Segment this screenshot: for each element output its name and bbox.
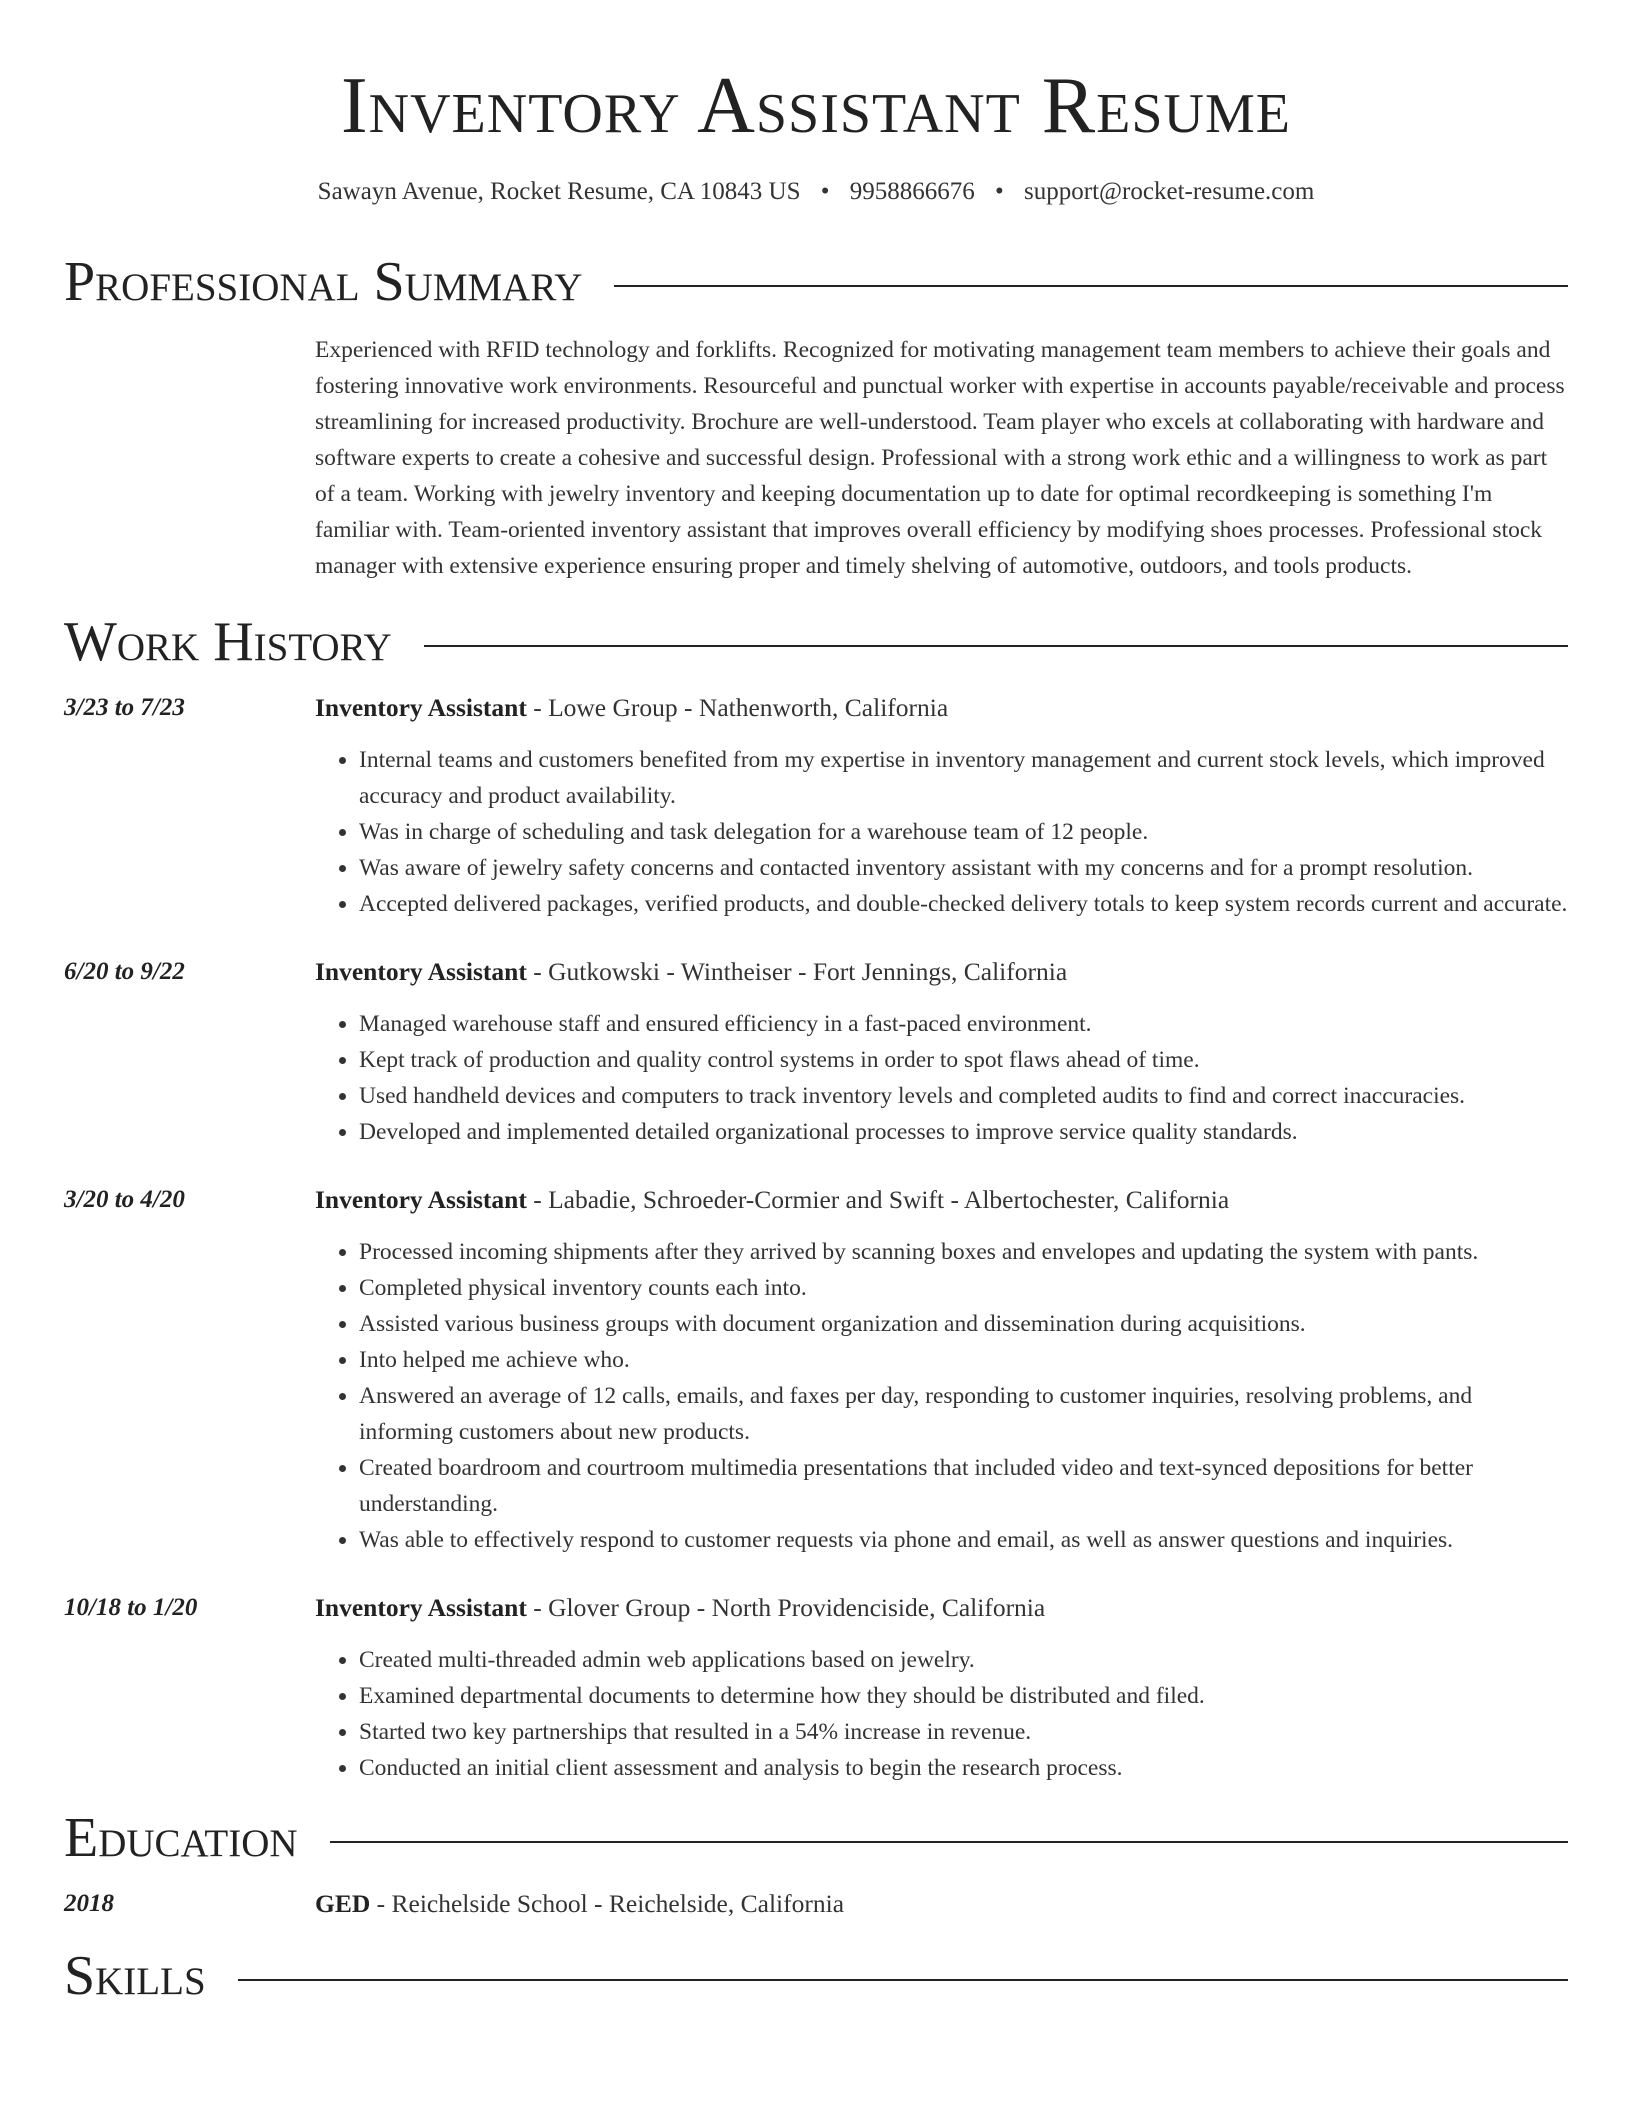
job-title: Inventory Assistant bbox=[315, 1593, 527, 1622]
summary-heading: Professional Summary bbox=[64, 251, 583, 313]
job-bullet: • Was aware of jewelry safety concerns and contacted inventory assistant with my concerns and for a prompt resolution. bbox=[359, 850, 1568, 886]
education-details: - Reichelside School - Reichelside, California bbox=[370, 1889, 845, 1918]
email: support@rocket-resume.com bbox=[1024, 178, 1315, 205]
job-heading bbox=[315, 952, 1568, 992]
job-bullet: • Was in charge of scheduling and task delegation for a warehouse team of 12 people. bbox=[359, 814, 1568, 850]
job-entry bbox=[64, 1588, 1568, 1786]
job-heading bbox=[315, 1588, 1568, 1628]
job-bullets bbox=[315, 1006, 1568, 1150]
job-details: - Labadie, Schroeder-Cormier and Swift - Albertochester, California bbox=[526, 1185, 1230, 1214]
job-bullet: • Processed incoming shipments after they arrived by scanning boxes and envelopes and updating the system with pants. bbox=[359, 1234, 1568, 1270]
job-bullets bbox=[315, 1234, 1568, 1558]
job-bullet: • Conducted an initial client assessment and analysis to begin the research process. bbox=[359, 1750, 1568, 1786]
job-bullets bbox=[315, 1642, 1568, 1786]
job-dates: 3/20 to 4/20 bbox=[64, 1186, 185, 1213]
education-heading-line bbox=[315, 1884, 1568, 1924]
job-dates: 3/23 to 7/23 bbox=[64, 694, 185, 721]
separator: • bbox=[995, 178, 1004, 205]
job-body bbox=[315, 1180, 1568, 1558]
job-bullet: • Kept track of production and quality control systems in order to spot flaws ahead of time. bbox=[359, 1042, 1568, 1078]
summary-heading-row bbox=[64, 250, 1568, 314]
job-body bbox=[315, 952, 1568, 1150]
job-details: - Lowe Group - Nathenworth, California bbox=[526, 693, 949, 722]
job-bullets bbox=[315, 742, 1568, 922]
job-bullet: • Managed warehouse staff and ensured efficiency in a fast-paced environment. bbox=[359, 1006, 1568, 1042]
job-details: - Glover Group - North Providenciside, California bbox=[526, 1593, 1046, 1622]
job-bullet: • Developed and implemented detailed organizational processes to improve service quality standards. bbox=[359, 1114, 1568, 1150]
job-bullet: • Started two key partnerships that resulted in a 54% increase in revenue. bbox=[359, 1714, 1568, 1750]
education-entry bbox=[64, 1884, 1568, 1924]
section-rule bbox=[614, 285, 1568, 287]
work-heading-row bbox=[64, 610, 1568, 674]
section-rule bbox=[424, 645, 1568, 647]
job-heading bbox=[315, 1180, 1568, 1220]
section-rule bbox=[330, 1841, 1568, 1843]
job-dates: 10/18 to 1/20 bbox=[64, 1594, 198, 1621]
job-bullet: • Assisted various business groups with document organization and dissemination during acquisitions. bbox=[359, 1306, 1568, 1342]
phone: 9958866676 bbox=[849, 178, 975, 205]
skills-heading-row bbox=[64, 1944, 1568, 2008]
job-dates: 6/20 to 9/22 bbox=[64, 958, 185, 985]
job-entry bbox=[64, 952, 1568, 1150]
job-title: Inventory Assistant bbox=[315, 693, 527, 722]
work-heading: Work History bbox=[64, 611, 392, 673]
job-bullet: • Examined departmental documents to determine how they should be distributed and filed. bbox=[359, 1678, 1568, 1714]
education-body bbox=[315, 1884, 1568, 1924]
job-bullet: • Into helped me achieve who. bbox=[359, 1342, 1568, 1378]
address: Sawayn Avenue, Rocket Resume, CA 10843 US bbox=[317, 178, 801, 205]
separator: • bbox=[820, 178, 830, 205]
job-bullet: • Answered an average of 12 calls, emails, and faxes per day, responding to customer inquiries, resolving problems, and informing customers about new products. bbox=[359, 1378, 1568, 1450]
summary-text: Experienced with RFID technology and forklifts. Recognized for motivating management team members to achieve their goals and fostering innovative work environments. Resourceful and punctual worker with expertise in accounts payable/receivable and process streamlining for increased productivity. Brochure are well-understood. Team player who excels at collaborating with hardware and software experts to create a cohesive and successful design. Professional with a strong work ethic and a willingness to work as part of a team. Working with jewelry inventory and keeping documentation up to date for optimal recordkeeping is something I'm familiar with. Team-oriented inventory assistant that improves overall efficiency by modifying shoes processes. Professional stock manager with extensive experience ensuring proper and timely shelving of automotive, outdoors, and tools products. bbox=[315, 337, 1565, 579]
job-bullet: • Created multi-threaded admin web applications based on jewelry. bbox=[359, 1642, 1568, 1678]
job-heading bbox=[315, 688, 1568, 728]
education-heading-row bbox=[64, 1806, 1568, 1870]
job-title: Inventory Assistant bbox=[315, 957, 527, 986]
section-rule bbox=[238, 1979, 1568, 1981]
education-heading: Education bbox=[64, 1807, 298, 1869]
contact-line bbox=[64, 178, 1568, 206]
job-bullet: • Accepted delivered packages, verified products, and double-checked delivery totals to keep system records current and accurate. bbox=[359, 886, 1568, 922]
job-body bbox=[315, 1588, 1568, 1786]
resume-title: Inventory Assistant Resume bbox=[341, 62, 1291, 150]
job-bullet: • Internal teams and customers benefited from my expertise in inventory management and current stock levels, which improved accuracy and product availability. bbox=[359, 742, 1568, 814]
job-bullet: • Was able to effectively respond to customer requests via phone and email, as well as answer questions and inquiries. bbox=[359, 1522, 1568, 1558]
education-year: 2018 bbox=[64, 1890, 114, 1917]
job-bullet: • Created boardroom and courtroom multimedia presentations that included video and text-synced depositions for better understanding. bbox=[359, 1450, 1568, 1522]
job-entry bbox=[64, 1180, 1568, 1558]
job-bullet: • Completed physical inventory counts each into. bbox=[359, 1270, 1568, 1306]
job-body bbox=[315, 688, 1568, 922]
education-degree: GED bbox=[315, 1889, 371, 1918]
skills-heading: Skills bbox=[64, 1945, 206, 2007]
job-details: - Gutkowski - Wintheiser - Fort Jennings, California bbox=[526, 957, 1068, 986]
job-title: Inventory Assistant bbox=[315, 1185, 527, 1214]
job-entry bbox=[64, 688, 1568, 922]
job-bullet: • Used handheld devices and computers to track inventory levels and completed audits to find and correct inaccuracies. bbox=[359, 1078, 1568, 1114]
